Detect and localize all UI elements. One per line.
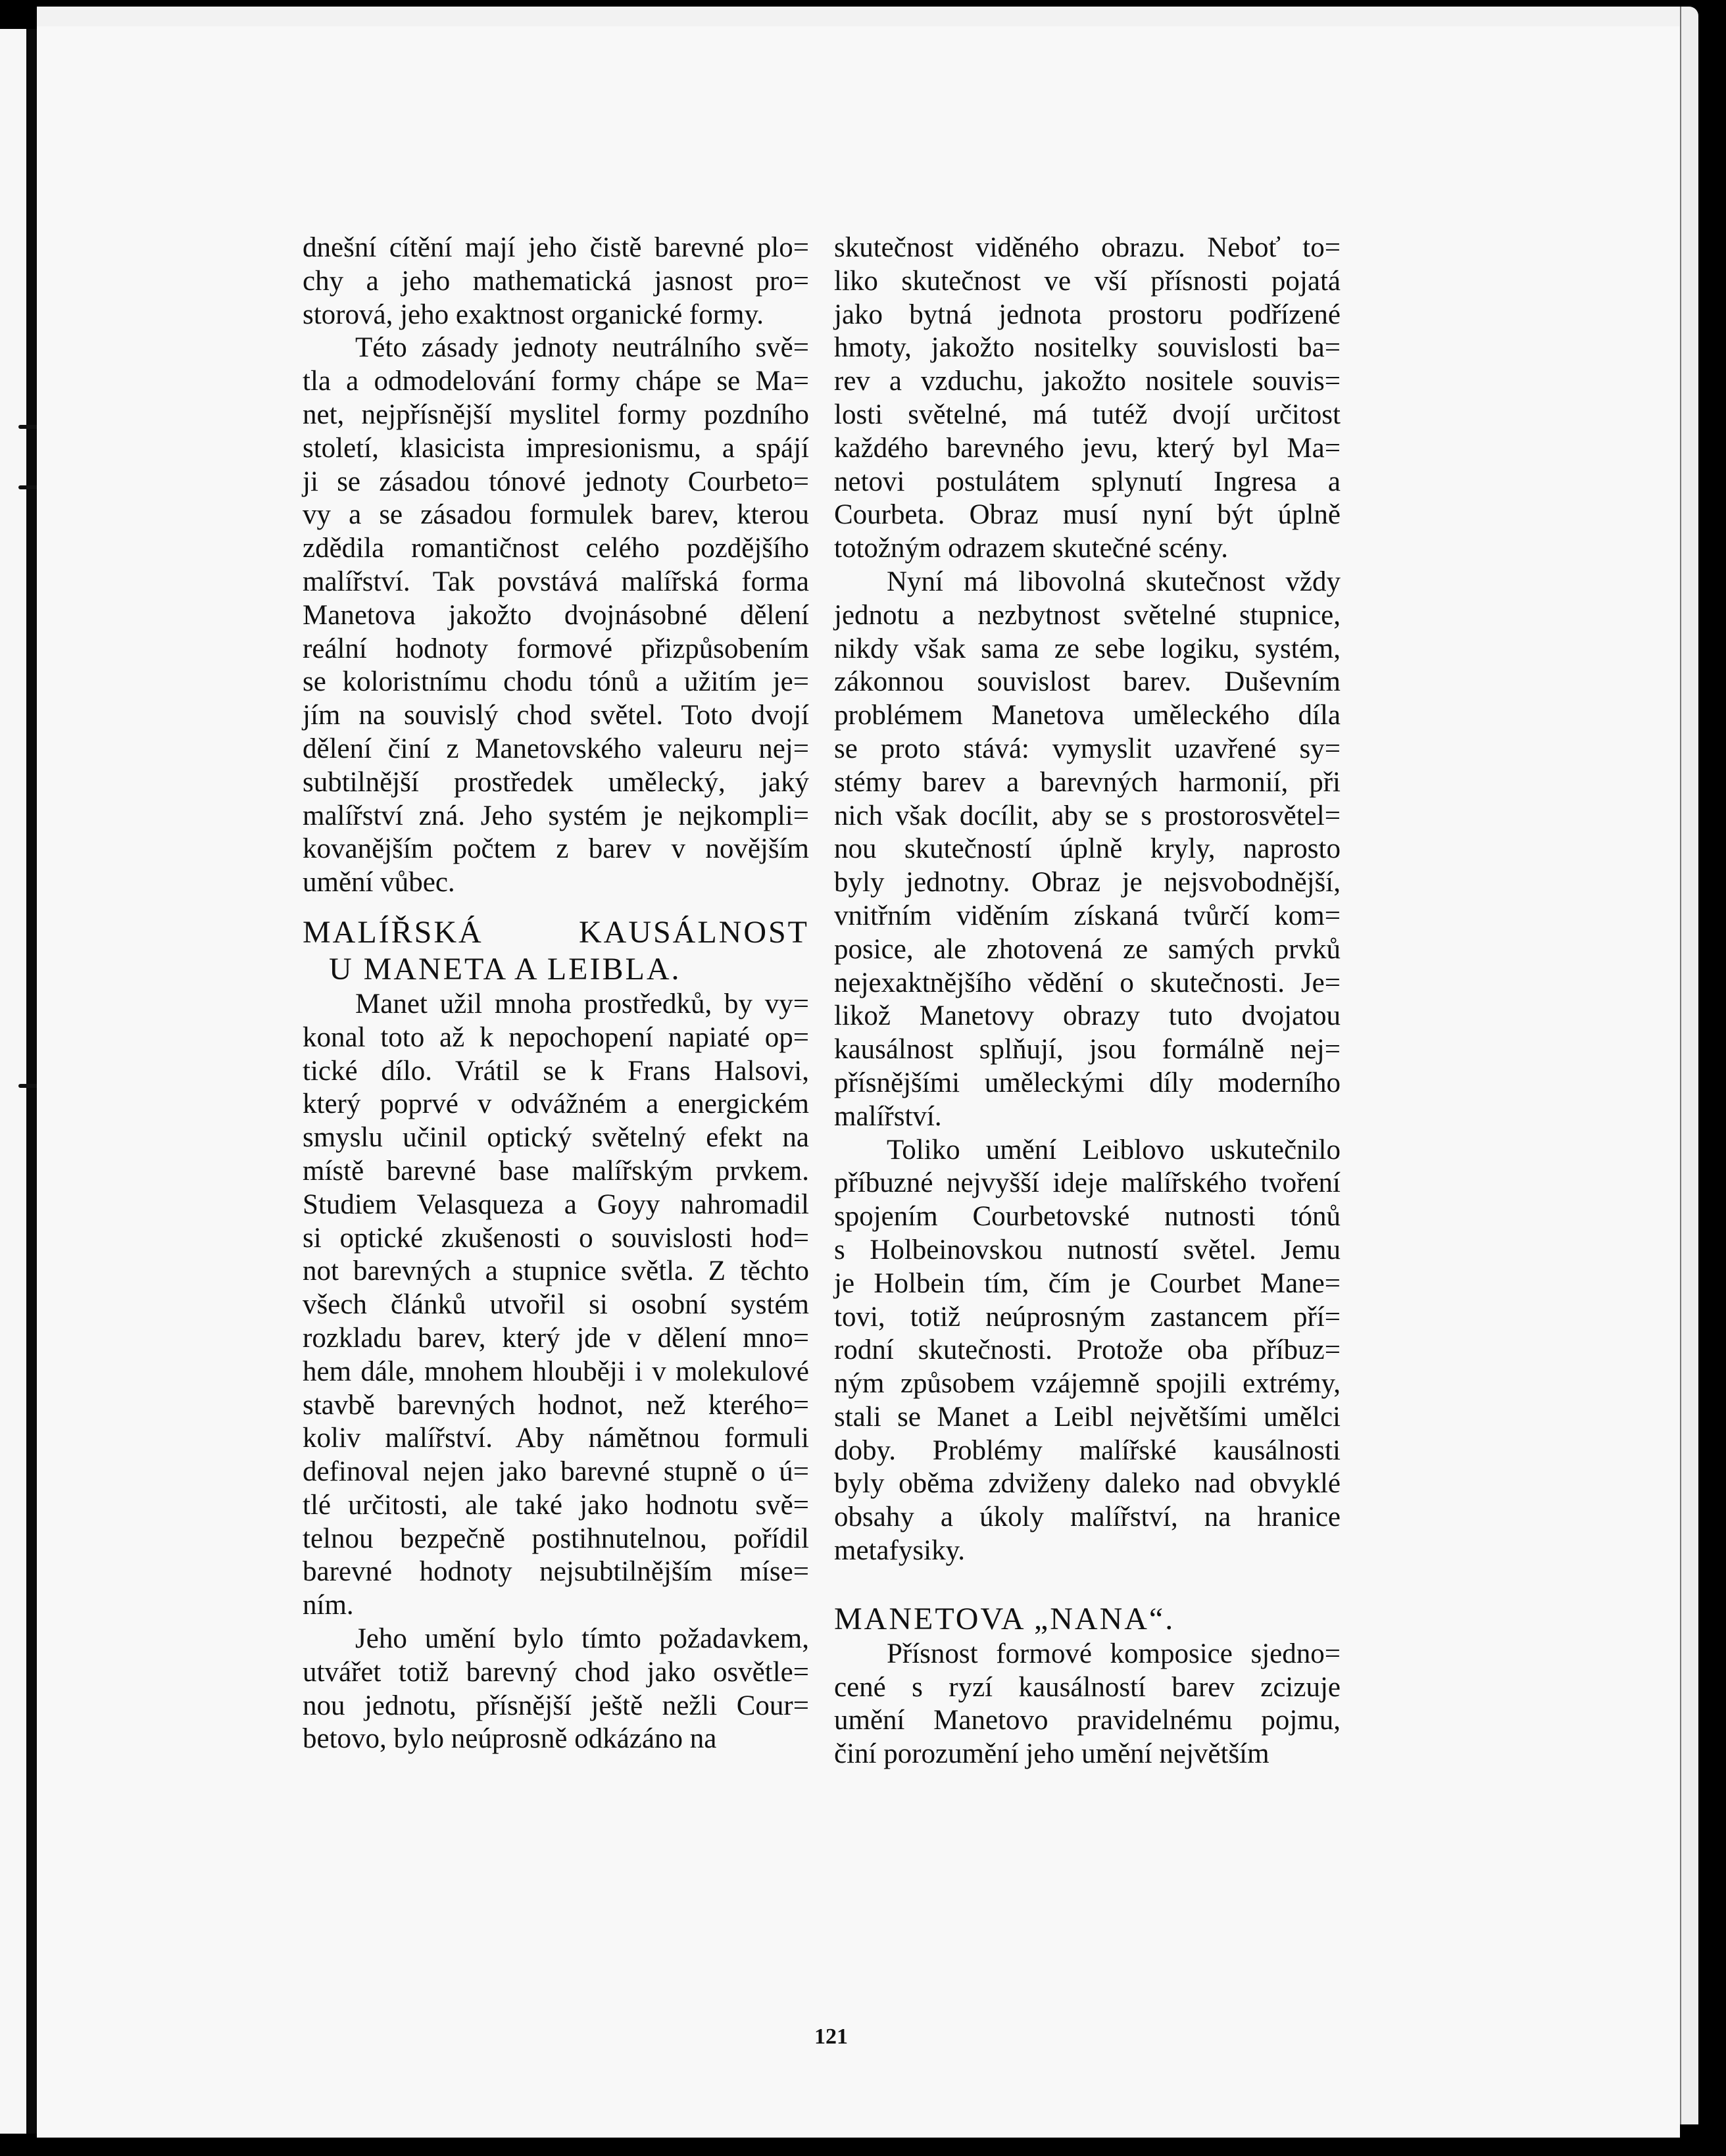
- text-line: netovi postulátem splynutí Ingresa a: [834, 466, 1341, 497]
- text-line: století, klasicista impresionismu, a spájí: [303, 432, 809, 464]
- text-line: místě barevné base malířským prvkem.: [303, 1155, 809, 1187]
- text-line: se koloristnímu chodu tónů a užitím je=: [303, 666, 809, 698]
- text-line: nikdy však sama ze sebe logiku, systém,: [834, 633, 1341, 664]
- text-line: rev a vzduchu, jakožto nositele souvis=: [834, 366, 1341, 397]
- text-line: chy a jeho mathematická jasnost pro=: [303, 265, 809, 297]
- text-line: je Holbein tím, čím je Courbet Mane=: [834, 1267, 1341, 1299]
- text-line: rozkladu barev, který jde v dělení mno=: [303, 1322, 809, 1354]
- text-line: utvářet totiž barevný chod jako osvětle=: [303, 1656, 809, 1688]
- text-line: s Holbeinovskou nutností světel. Jemu: [834, 1234, 1341, 1265]
- text-line: not barevných a stupnice světla. Z těchto: [303, 1256, 809, 1287]
- text-line: byly jednotny. Obraz je nejsvobodnější,: [834, 867, 1341, 898]
- text-line: malířství.: [834, 1100, 942, 1132]
- page-number: 121: [814, 2024, 848, 2049]
- left-text-column: [303, 232, 809, 1756]
- text-line: příbuzné nejvyšší ideje malířského tvoření: [834, 1167, 1341, 1199]
- text-line: dělení činí z Manetovského valeuru nej=: [303, 733, 809, 764]
- text-line: tické dílo. Vrátil se k Frans Halsovi,: [303, 1055, 809, 1087]
- text-line: jako bytná jednota prostoru podřízené: [834, 299, 1341, 330]
- right-text-column: [834, 232, 1341, 1771]
- text-line: umění vůbec.: [303, 867, 455, 898]
- text-line: nou jednotu, přísnější ještě nežli Cour=: [303, 1690, 809, 1721]
- text-line: kovanějším počtem z barev v novějším: [303, 833, 809, 865]
- text-line: tlé určitosti, ale také jako hodnotu svě=: [303, 1489, 809, 1521]
- text-line: telnou bezpečně postihnutelnou, pořídil: [303, 1523, 809, 1554]
- text-line: subtilnější prostředek umělecký, jaký: [303, 766, 809, 798]
- section-heading: MANETOVA „NANA“.: [834, 1601, 1175, 1636]
- text-line: ním.: [303, 1590, 354, 1621]
- text-line: všech článků utvořil si osobní systém: [303, 1289, 809, 1321]
- text-line: hem dále, mnohem hlouběji i v molekulové: [303, 1356, 809, 1387]
- text-line: obsahy a úkoly malířství, na hranice: [834, 1502, 1341, 1533]
- text-line: Studiem Velasqueza a Goyy nahromadil: [303, 1188, 809, 1220]
- text-line: losti světelné, má tutéž dvojí určitost: [834, 399, 1341, 430]
- text-line: Manet užil mnoha prostředků, by vy=: [355, 988, 809, 1019]
- text-line: definoval nejen jako barevné stupně o ú=: [303, 1456, 809, 1488]
- text-line: Nyní má libovolná skutečnost vždy: [887, 566, 1341, 597]
- text-line: metafysiky.: [834, 1535, 966, 1567]
- text-line: který poprvé v odvážném a energickém: [303, 1089, 809, 1120]
- spacer: [834, 1568, 1341, 1601]
- text-line: stavbě barevných hodnot, než kteréhо=: [303, 1389, 809, 1421]
- text-line: betovo, bylo neúprosně odkázáno na: [303, 1723, 717, 1755]
- text-line: jím na souvislý chod světel. Toto dvojí: [303, 700, 809, 731]
- text-line: Jeho umění bylo tímto požadavkem,: [355, 1623, 809, 1655]
- text-line: likož Manetovy obrazy tuto dvojatou: [834, 1000, 1341, 1032]
- text-line: koliv malířství. Aby námětnou formuli: [303, 1423, 809, 1454]
- text-line: Přísnost formové komposice sjedno=: [887, 1638, 1341, 1669]
- text-line: tovi, totiž neúprosným zastancem pří=: [834, 1301, 1341, 1333]
- text-line: konal toto až k nepochopení napiaté op=: [303, 1021, 809, 1053]
- page-edge-top: [37, 7, 1694, 28]
- page-edge-right: [1680, 7, 1698, 2124]
- text-line: posice, ale zhotovená ze samých prvků: [834, 933, 1341, 965]
- section-heading: MALÍŘSKÁ KAUSÁLNOST: [303, 914, 809, 950]
- text-line: zdědila romantičnost celého pozdějšího: [303, 533, 809, 564]
- text-line: ným způsobem vzájemně spojili extrémy,: [834, 1368, 1341, 1400]
- text-line: malířství. Tak povstává malířská forma: [303, 566, 809, 597]
- text-line: stali se Manet a Leibl největšími umělci: [834, 1401, 1341, 1433]
- text-line: Této zásady jednoty neutrálního svě=: [355, 332, 809, 364]
- text-line: hmoty, jakožto nositelky souvislosti ba=: [834, 332, 1341, 364]
- text-line: spojením Courbetovské nutnosti tónů: [834, 1201, 1341, 1233]
- text-line: skutečnost viděného obrazu. Neboť to=: [834, 232, 1341, 263]
- text-line: nou skutečností úplně kryly, naprosto: [834, 833, 1341, 865]
- text-line: nich však docílit, aby se s prostorosvětel=: [834, 800, 1341, 831]
- text-line: stémy barev a barevných harmonií, při: [834, 766, 1341, 798]
- text-line: rodní skutečnosti. Protože oba příbuz=: [834, 1335, 1341, 1366]
- text-line: Toliko umění Leiblovo uskutečnilo: [887, 1134, 1341, 1165]
- text-line: přísnějšími uměleckými díly moderního: [834, 1067, 1341, 1098]
- text-line: jednotu a nezbytnost světelné stupnice,: [834, 599, 1341, 631]
- text-line: tla a odmodelování formy chápe se Ma=: [303, 366, 809, 397]
- text-line: totožným odrazem skutečné scény.: [834, 533, 1228, 564]
- text-line: ji se zásadou tónové jednoty Courbeto=: [303, 466, 809, 497]
- text-line: Manetova jakožto dvojnásobné dělení: [303, 599, 809, 631]
- text-line: nejexaktnějšího vědění o skutečnosti. Je=: [834, 967, 1341, 998]
- text-line: doby. Problémy malířské kausálnosti: [834, 1434, 1341, 1466]
- text-line: problémem Manetova uměleckého díla: [834, 700, 1341, 731]
- text-line: barevné hodnoty nejsubtilnějším míse=: [303, 1556, 809, 1588]
- text-line: cené s ryzí kausálností barev zcizuje: [834, 1671, 1341, 1703]
- text-line: si optické zkušenosti o souvislosti hod=: [303, 1222, 809, 1254]
- text-line: se proto stává: vymyslit uzavřené sy=: [834, 733, 1341, 764]
- spacer: [303, 900, 809, 914]
- text-line: byly oběma zdviženy daleko nad obvyklé: [834, 1468, 1341, 1500]
- text-line: malířství zná. Jeho systém je nejkompli=: [303, 800, 809, 831]
- scan-margin-strip: [0, 29, 26, 2134]
- text-line: zákonnou souvislost barev. Duševním: [834, 666, 1341, 698]
- text-line: reální hodnoty formové přizpůsobením: [303, 633, 809, 664]
- text-line: Courbeta. Obraz musí nyní být úplně: [834, 499, 1341, 531]
- text-line: smyslu učinil optický světelný efekt na: [303, 1122, 809, 1154]
- text-line: storová, jeho exaktnost organické formy.: [303, 299, 764, 330]
- text-line: činí porozumění jeho umění největším: [834, 1738, 1270, 1770]
- text-line: vy a se zásadou formulek barev, kterou: [303, 499, 809, 531]
- text-line: umění Manetovo pravidelnému pojmu,: [834, 1705, 1341, 1736]
- text-line: liko skutečnost ve vší přísnosti pojatá: [834, 265, 1341, 297]
- text-line: kausálnost splňují, jsou formálně nej=: [834, 1034, 1341, 1066]
- book-binding-edge: [26, 29, 37, 2134]
- text-line: dnešní cítění mají jeho čistě barevné plo=: [303, 232, 809, 263]
- section-heading: U MANETA A LEIBLA.: [329, 951, 681, 987]
- text-line: vnitřním viděním získaná tvůrčí kom=: [834, 900, 1341, 931]
- text-line: každého barevného jevu, který byl Ma=: [834, 432, 1341, 464]
- text-line: net, nejpřísnější myslitel formy pozdního: [303, 399, 809, 430]
